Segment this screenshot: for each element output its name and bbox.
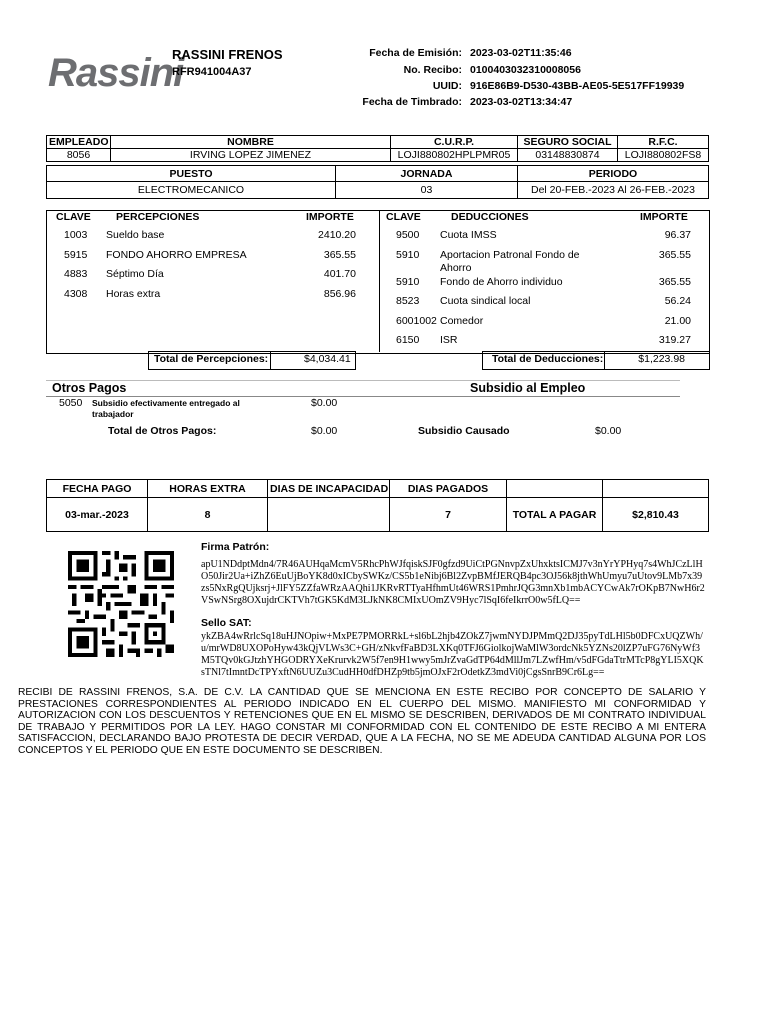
subsidio-title: Subsidio al Empleo [470, 381, 586, 395]
perc-importe: 401.70 [323, 268, 356, 280]
perc-clave: 1003 [64, 229, 88, 241]
rassini-logo [48, 50, 184, 95]
perc-importe-header: IMPORTE [306, 211, 354, 223]
fecha-emision-label: Fecha de Emisión: [369, 47, 462, 59]
company-rfc: RFR941004A37 [172, 66, 252, 78]
dias-incapacidad-header: DIAS DE INCAPACIDAD [268, 480, 390, 498]
ded-concepto: Cuota IMSS [440, 229, 497, 241]
jornada-value: 03 [336, 182, 518, 199]
seguro-value: 03148830874 [518, 149, 618, 162]
ded-concepto-header: DEDUCCIONES [451, 211, 529, 223]
ded-concepto: Cuota sindical local [440, 295, 531, 307]
sello-value: ykZBA4wRrlcSq18uHJNOpiw+MxPE7PMORRkL+sl6bL2hjb4ZOkZ7jwmNYDJPMmQ2DJ35pyTdLHl5b0DFCxUQZWh/u/mrWD8UXOPoHyw43kQjVLWs3C+GH/zNkvfFaBD3LXKq0TFJ6GiolkojWaMlW3ordcNk5YZNs20lZP7uFG76NyWf3M5TQv0kGJtzhYHGODRYXeKrurvk2W5f7en9H1wwy5mJrZvaGdTP64dMllJm7LZwfHm/v5dFGdaTtrMTcP8gYLI5XQKsTNl7tImntDcTPYxftN6UUZu3CudHH0dfDHZp9tb5jmOJxF2rOdetkZ3mdVi0jCgsSnrB9Cr6Lg== [201, 631, 704, 678]
perc-concepto: Séptimo Día [106, 268, 164, 280]
ded-concepto: Comedor [440, 315, 484, 327]
periodo-header: PERIODO [518, 166, 709, 182]
puesto-table [46, 165, 709, 199]
perc-concepto-header: PERCEPCIONES [116, 211, 200, 223]
fecha-pago-header: FECHA PAGO [47, 480, 148, 498]
otros-pagos-importe: $0.00 [311, 397, 338, 409]
ded-concepto: Aportacion Patronal Fondo de [440, 249, 580, 261]
rfc-header: R.F.C. [618, 136, 709, 149]
total-pagar-label: TOTAL A PAGAR [507, 498, 603, 532]
fecha-emision-value: 2023-03-02T11:35:46 [470, 47, 572, 59]
rfc-value: LOJI880802FS8 [618, 149, 709, 162]
otros-pagos-clave: 5050 [59, 397, 83, 409]
fecha-timbrado-label: Fecha de Timbrado: [362, 96, 462, 108]
no-recibo-value: 0100403032310008056 [470, 64, 581, 76]
ded-total-label: Total de Deducciones: [492, 353, 604, 365]
subsidio-causado-label: Subsidio Causado [418, 425, 510, 437]
ded-concepto-line2: Ahorro [440, 262, 472, 274]
perc-importe: 365.55 [323, 249, 356, 261]
fecha-timbrado-value: 2023-03-02T13:34:47 [470, 96, 573, 108]
otros-pagos-concepto-line2: trabajador [92, 409, 134, 419]
ded-importe: 365.55 [658, 249, 691, 261]
nombre-header: NOMBRE [111, 136, 391, 149]
curp-header: C.U.R.P. [391, 136, 518, 149]
nombre-value: IRVING LOPEZ JIMENEZ [111, 149, 391, 162]
employee-table [46, 135, 709, 162]
ded-concepto: ISR [440, 334, 458, 346]
ded-clave: 5910 [396, 249, 420, 261]
uuid-label: UUID: [432, 80, 462, 92]
perc-clave: 4883 [64, 268, 88, 280]
dias-pagados-value: 7 [390, 498, 507, 532]
otros-pagos-concepto: Subsidio efectivamente entregado al [92, 398, 240, 408]
ded-importe: 56.24 [664, 295, 691, 307]
horas-extra-header: HORAS EXTRA [148, 480, 268, 498]
company-name: RASSINI FRENOS [172, 47, 283, 62]
perc-clave: 4308 [64, 288, 88, 300]
seguro-header: SEGURO SOCIAL [518, 136, 618, 149]
total-pagar-value: $2,810.43 [603, 498, 709, 532]
ded-importe: 319.27 [658, 334, 691, 346]
periodo-value: Del 20-FEB.-2023 Al 26-FEB.-2023 [518, 182, 709, 199]
jornada-header: JORNADA [336, 166, 518, 182]
logo-text: Rassini [48, 51, 184, 95]
fecha-pago-value: 03-mar.-2023 [47, 498, 148, 532]
legal-text: RECIBI DE RASSINI FRENOS, S.A. DE C.V. LA CANTIDAD QUE SE MENCIONA EN ESTE RECIBO POR CONCEPTO DE SALARIO Y PRESTACIONES CORRESPONDIENTES AL PERIODO INDICADO EN EL CUERPO DEL MISMO. MANIFIESTO MI CONFORMIDAD Y AUTORIZACION CON LOS DESCUENTOS Y RETENCIONES QUE EN EL MISMO SE DESCRIBEN, DERIVADOS DE MI CONTRATO INDIVIDUAL DE TRABAJO Y PERMITIDOS POR LA LEY. HAGO CONSTAR MI CONFORMIDAD CON EL CONTENIDO DE ESTE RECIBO A MI ENTERA SATISFACCION, DECLARANDO BAJO PROTESTA DE DECIR VERDAD, QUE A LA FECHA, NO SE ME ADEUDA CANTIDAD ALGUNA POR LOS CONCEPTOS Y EL PERIODO QUE EN ESTE DOCUMENTO SE DESCRIBEN. [18, 687, 706, 756]
ded-concepto: Fondo de Ahorro individuo [440, 276, 563, 288]
ded-importe: 21.00 [664, 315, 691, 327]
perc-concepto: Horas extra [106, 288, 161, 300]
perc-importe: 856.96 [323, 288, 356, 300]
ded-clave: 6150 [396, 334, 420, 346]
ded-clave: 8523 [396, 295, 420, 307]
firma-value: apU1NDdptMdn4/7R46AUHqaMcmV5RhcPhWJfqiskSJF0gfzd9UiCtPGNnvpZxUhxktsICMJ7v3nYrYPHyq7s4WhJCzLlHO50Jir2Ua+iZhZ6EuUjBoYK8d0xICbySWKz/CS5b1eNibj6Bl2ZvpBMfJERQB4pc3OJ56k8jthWhUmyu7uUtov9LMb7x39zs5NxRgQUjksrj+JlFY5ZZfaWRzAAQhi1JKRvRTTyaHfhmUt46WRS1PmhrJQG3mnXb1mbACYCwAk7rOKpB7NwH6r2VSwNSrg8OXujdrCKTVh7tGK5KdM3LJkNK8CMIxUOmZV9Hyc7lSqI6feIkrrO0w5fLQ== [201, 559, 705, 606]
perc-total-label: Total de Percepciones: [154, 353, 269, 365]
empleado-value: 8056 [47, 149, 111, 162]
sello-label: Sello SAT: [201, 617, 252, 629]
ded-clave-header: CLAVE [386, 211, 421, 223]
pago-table [46, 479, 709, 532]
perc-concepto: Sueldo base [106, 229, 165, 241]
ded-importe-header: IMPORTE [640, 211, 688, 223]
dias-pagados-header: DIAS PAGADOS [390, 480, 507, 498]
perc-total-value: $4,034.41 [304, 353, 351, 365]
puesto-value: ELECTROMECANICO [47, 182, 336, 199]
empleado-header: EMPLEADO [47, 136, 111, 149]
otros-pagos-title: Otros Pagos [52, 381, 127, 395]
ded-clave: 5910 [396, 276, 420, 288]
ded-clave: 9500 [396, 229, 420, 241]
qr-code-icon [68, 551, 174, 657]
otros-pagos-total-value: $0.00 [311, 425, 338, 437]
perc-clave: 5915 [64, 249, 88, 261]
perc-concepto: FONDO AHORRO EMPRESA [106, 249, 247, 261]
curp-value: LOJI880802HPLPMR05 [391, 149, 518, 162]
otros-pagos-total-label: Total de Otros Pagos: [108, 425, 217, 437]
ded-importe: 96.37 [664, 229, 691, 241]
horas-extra-value: 8 [148, 498, 268, 532]
dias-incapacidad-value [268, 498, 390, 532]
perc-importe: 2410.20 [318, 229, 356, 241]
ded-clave: 6001002 [396, 315, 437, 327]
no-recibo-label: No. Recibo: [403, 64, 462, 76]
firma-label: Firma Patrón: [201, 541, 270, 553]
ded-importe: 365.55 [658, 276, 691, 288]
perc-clave-header: CLAVE [56, 211, 91, 223]
ded-total-value: $1,223.98 [638, 353, 685, 365]
puesto-header: PUESTO [47, 166, 336, 182]
subsidio-causado-value: $0.00 [595, 425, 622, 437]
uuid-value: 916E86B9-D530-43BB-AE05-5E517FF19939 [470, 80, 685, 92]
